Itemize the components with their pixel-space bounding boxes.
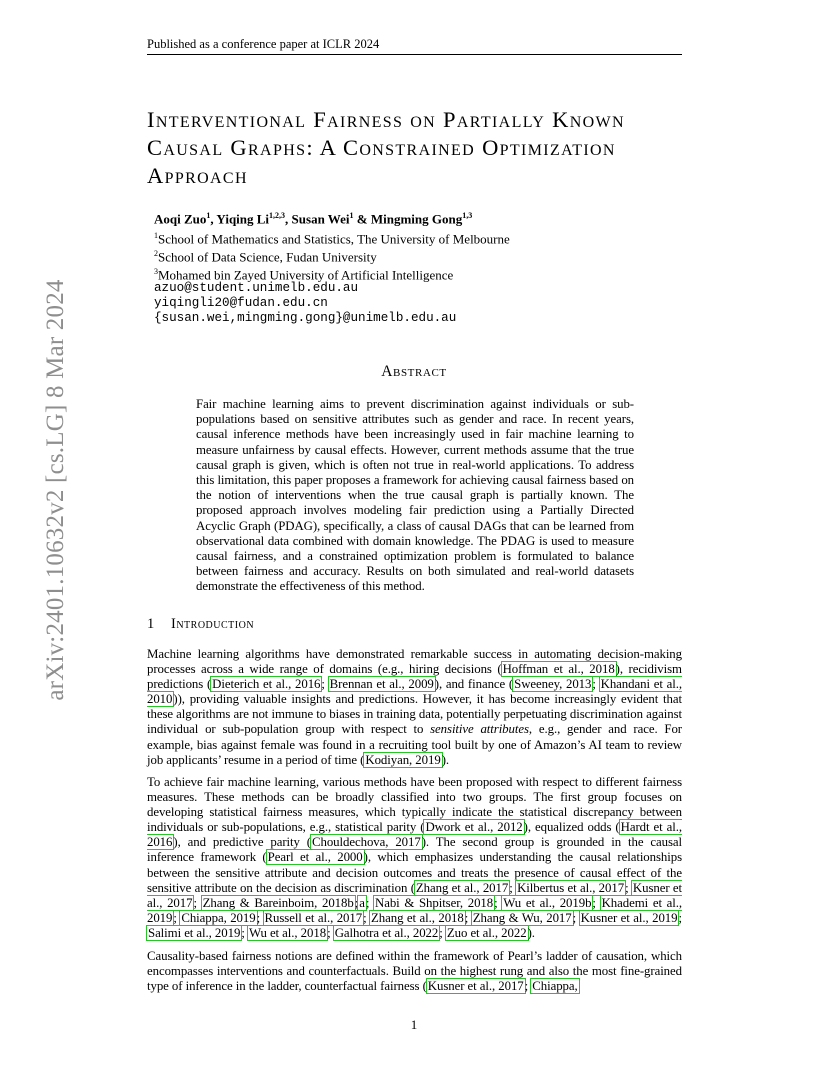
author-affiliation-mark: 1,2,3 — [269, 211, 286, 220]
citation-link[interactable]: Dwork et al., 2012 — [425, 820, 523, 835]
body-text: ; — [592, 677, 600, 692]
citation-link[interactable]: Hardt et al., 2016 — [147, 820, 682, 850]
author-email: {susan.wei,mingming.gong}@unimelb.edu.au — [154, 311, 457, 325]
citation-separator: ; — [678, 910, 682, 925]
citation-link[interactable]: Brennan et al., 2009 — [329, 677, 434, 692]
citation-link[interactable]: Khademi et al., 2019 — [147, 895, 682, 925]
citation-link[interactable]: Nabi & Shpitser, 2018 — [375, 895, 494, 910]
body-text: ; — [321, 677, 329, 692]
author-name: Mingming Gong — [370, 211, 463, 227]
citation-separator: ; — [625, 880, 632, 895]
citation-link[interactable]: Kusner et al., 2017 — [147, 880, 682, 910]
citation-link[interactable]: Wu et al., 2018 — [248, 925, 327, 940]
affiliation-text: School of Mathematics and Statistics, The University of Melbourne — [158, 231, 510, 247]
citation-link[interactable]: Chiappa, 2019 — [181, 910, 256, 925]
citation-link[interactable]: Kodiyan, 2019 — [365, 752, 441, 767]
citation-separator: ; — [494, 895, 503, 910]
affiliation-mark: 1 — [154, 231, 158, 240]
citation-separator: ; — [592, 895, 601, 910]
author-affiliation-mark: 1 — [206, 211, 211, 220]
citation-link[interactable]: a — [359, 895, 365, 910]
citation-link[interactable]: Kusner et al., 2017 — [427, 979, 524, 994]
author-affiliation-mark: 1 — [349, 211, 354, 220]
citation-separator: ; — [241, 925, 248, 940]
body-text: ), and finance ( — [434, 677, 514, 692]
citation-link[interactable]: Russell et al., 2017 — [264, 910, 363, 925]
author-email: azuo@student.unimelb.edu.au — [154, 281, 359, 295]
body-paragraph — [147, 647, 682, 768]
citation-separator: ; — [439, 925, 446, 940]
body-text: ). — [527, 925, 535, 940]
citation-separator: ; — [354, 895, 359, 910]
citation-link[interactable]: Zhang & Bareinboim, 2018b — [202, 895, 354, 910]
citation-separator: ; — [509, 880, 517, 895]
author-affiliation-mark: 1,3 — [462, 211, 473, 220]
body-text: , e.g., gender and race. For example, bias against female was found in a recruiting tool built by one of Amazon’s AI team to review job applicants’ resume in a period of time ( — [147, 722, 682, 767]
citation-link[interactable]: Galhotra et al., 2022 — [334, 925, 439, 940]
citation-link[interactable]: Khandani et al., 2010 — [147, 677, 682, 707]
citation-link[interactable]: Salimi et al., 2019 — [148, 925, 241, 940]
body-text: Causality-based fairness notions are defined within the framework of Pearl’s ladder of causation, which encompasses interventions and counterfactuals. Build on the highest rung and also the most fine-grained type of inference in the ladder, counterfactual fairness ( — [147, 949, 682, 994]
body-text: To achieve fair machine learning, various methods have been proposed with respect to different fairness measures. These methods can be broadly classified into two groups. The first group focuses on developing statistical fairness measures, which typically indicate the statistical discrepancy between individuals or sub-populations, e.g., statistical parity ( — [147, 775, 682, 835]
affiliation-text: Mohamed bin Zayed University of Artificial Intelligence — [158, 267, 454, 283]
citation-link[interactable]: Zuo et al., 2022 — [446, 925, 527, 940]
arxiv-stamp — [40, 279, 72, 701]
citation-link[interactable]: Zhang et al., 2017 — [415, 880, 509, 895]
section-heading — [147, 616, 687, 633]
body-text: ), which emphasizes understanding the causal relationships between the sensitive attribute and decision outcomes and treats the presence of causal effect of the sensitive attribute on the decision as discrimination ( — [147, 850, 683, 895]
citation-link[interactable]: Wu et al., 2019b — [503, 895, 592, 910]
affiliation-text: School of Data Science, Fudan University — [158, 249, 377, 265]
affiliation-mark: 3 — [154, 267, 158, 276]
citation-link[interactable]: Hoffman et al., 2018 — [502, 662, 615, 677]
abstract-text: Fair machine learning aims to prevent discrimination against individuals or sub-populations based on sensitive attributes such as gender and race. In recent years, causal inference methods have been increasingly used in fair machine learning to measure unfairness by causal effects. However, current methods assume that the true causal graph is given, which is often not true in real-world applications. To address this limitation, this paper proposes a framework for achieving causal fairness based on the notion of interventions when the true causal graph is partially known. The proposed approach involves modeling fair prediction using a Partially Directed Acyclic Graph (PDAG), specifically, a class of causal DAGs that can be learned from observational data combined with domain knowledge. The PDAG is used to measure causal fairness, and a constrained optimization problem is formulated to balance between fairness and accuracy. Results on both simulated and real-world datasets demonstrate the effectiveness of this method. — [196, 397, 634, 594]
emphasized-term: sensitive attributes — [430, 722, 529, 737]
section-number: 1 — [147, 616, 155, 632]
author-separator: & — [353, 211, 371, 227]
body-text: ). The second group is grounded in the causal inference framework ( — [147, 835, 682, 865]
running-header: Published as a conference paper at ICLR 2024 — [147, 36, 682, 55]
body-text: ), equalized odds ( — [523, 820, 620, 835]
citation-link[interactable]: Zhang et al., 2018 — [371, 910, 464, 925]
citation-link[interactable]: Chiappa, — [532, 979, 578, 994]
citation-separator: ; — [327, 925, 334, 940]
body-paragraph — [147, 775, 682, 941]
title-line: Causal Graphs: A Constrained Optimization — [147, 135, 616, 160]
citation-link[interactable]: Zhang & Wu, 2017 — [472, 910, 572, 925]
abstract-heading: Abstract — [381, 363, 447, 380]
citation-separator: ; — [365, 895, 375, 910]
citation-separator: ; — [572, 910, 580, 925]
author-name: Aoqi Zuo — [154, 211, 207, 227]
body-text: ). — [441, 752, 450, 767]
author-list — [154, 208, 674, 227]
author-name: Susan Wei — [291, 211, 350, 227]
citation-separator: ; — [464, 910, 472, 925]
citation-link[interactable]: Pearl et al., 2000 — [267, 850, 363, 865]
body-paragraph — [147, 949, 682, 994]
body-text: ; — [524, 979, 532, 994]
affiliation — [154, 228, 674, 247]
page-number: 1 — [410, 1017, 418, 1032]
arxiv-identifier[interactable]: arXiv:2401.10632v2 [cs.LG] 8 Mar 2024 — [42, 279, 69, 701]
affiliation — [154, 246, 674, 265]
affiliation-mark: 2 — [154, 249, 158, 258]
citation-link[interactable]: Chouldechova, 2017 — [312, 835, 421, 850]
paper-title — [147, 106, 687, 190]
citation-link[interactable]: Kusner et al., 2019 — [580, 910, 678, 925]
author-name: Yiqing Li — [216, 211, 270, 227]
author-separator: , — [285, 211, 292, 227]
body-text: ), recidivism predictions ( — [147, 662, 682, 692]
author-email: yiqingli20@fudan.edu.cn — [154, 296, 328, 310]
title-line: Interventional Fairness on Partially Known — [147, 107, 625, 132]
author-separator: , — [210, 211, 217, 227]
section-title: Introduction — [171, 616, 255, 632]
citation-link[interactable]: Sweeney, 2013 — [514, 677, 592, 692]
citation-separator: ; — [173, 910, 181, 925]
citation-link[interactable]: Kilbertus et al., 2017 — [517, 880, 625, 895]
body-text: Machine learning algorithms have demonstrated remarkable success in automating decision-making processes across a wide range of domains (e.g., hiring decisions ( — [147, 647, 682, 677]
citation-link[interactable]: Dieterich et al., 2016 — [212, 677, 321, 692]
body-text: )), providing valuable insights and predictions. However, it has become increasingly evident that these algorithms are not immune to biases in training data, potentially perpetuating discrimination against individual or sub-population group with respect to — [147, 692, 682, 737]
body-text: ), and predictive parity ( — [173, 835, 312, 850]
citation-separator: ; — [193, 895, 202, 910]
citation-separator: ; — [256, 910, 264, 925]
citation-separator: ; — [363, 910, 371, 925]
title-line: Approach — [147, 163, 248, 188]
